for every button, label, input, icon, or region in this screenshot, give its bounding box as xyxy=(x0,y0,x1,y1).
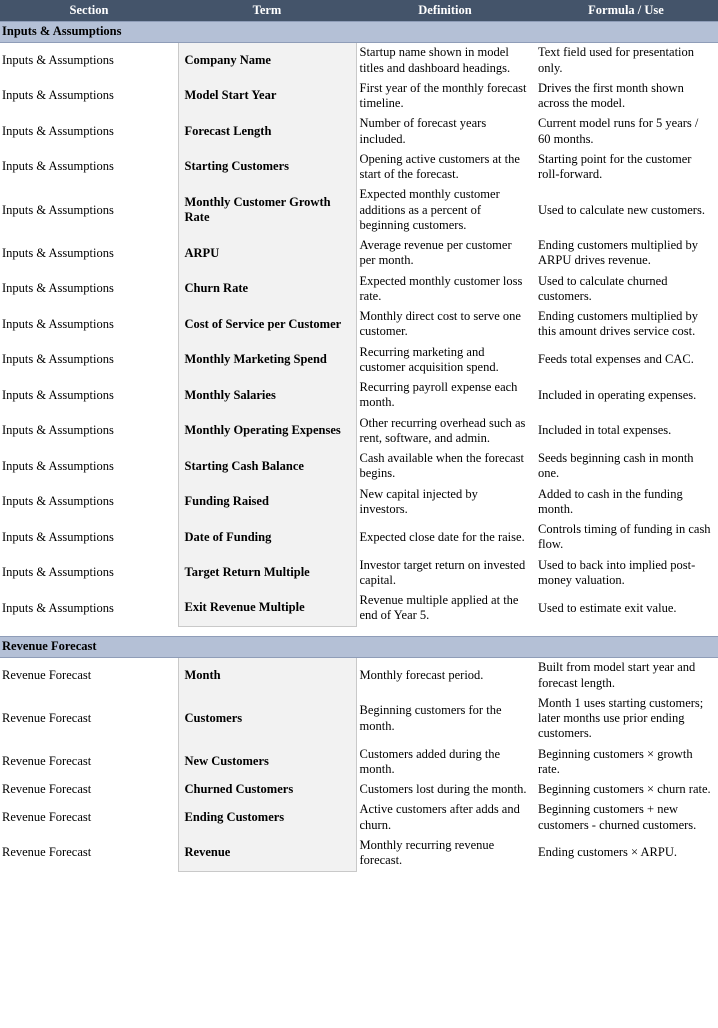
cell-section: Inputs & Assumptions xyxy=(2,316,114,331)
cell-formula: Used to calculate new customers. xyxy=(538,202,705,217)
cell-section: Inputs & Assumptions xyxy=(2,529,114,544)
table-row xyxy=(0,658,718,694)
cell-term: Month xyxy=(178,658,356,694)
cell-definition: Number of forecast years included. xyxy=(359,116,487,146)
cell-formula: Beginning customers × growth rate. xyxy=(538,746,693,776)
cell-section: Inputs & Assumptions xyxy=(2,458,114,473)
column-header-formula: Formula / Use xyxy=(534,0,718,22)
cell-formula: Built from model start year and forecast length. xyxy=(538,660,696,690)
cell-formula: Text field used for presentation only. xyxy=(538,45,695,75)
table-row xyxy=(0,780,718,800)
table-row xyxy=(0,236,718,272)
cell-section: Inputs & Assumptions xyxy=(2,600,114,615)
cell-definition: Customers added during the month. xyxy=(359,746,501,776)
cell-term: Customers xyxy=(178,694,356,745)
cell-term: Ending Customers xyxy=(178,800,356,836)
cell-section: Inputs & Assumptions xyxy=(2,281,114,296)
cell-term: Monthly Salaries xyxy=(178,378,356,414)
cell-term: New Customers xyxy=(178,745,356,781)
section-band-label: Inputs & Assumptions xyxy=(0,22,718,43)
cell-definition: Recurring marketing and customer acquisition spend. xyxy=(359,344,499,374)
table-row xyxy=(0,378,718,414)
cell-formula: Ending customers multiplied by ARPU drives revenue. xyxy=(538,238,699,268)
table-row xyxy=(0,485,718,521)
column-header-definition: Definition xyxy=(356,0,534,22)
cell-definition: Monthly direct cost to serve one customer. xyxy=(359,309,521,339)
cell-definition: Revenue multiple applied at the end of Year 5. xyxy=(359,593,519,623)
cell-section: Inputs & Assumptions xyxy=(2,159,114,174)
cell-definition: Active customers after adds and churn. xyxy=(359,802,520,832)
cell-term: ARPU xyxy=(178,236,356,272)
column-header-term: Term xyxy=(178,0,356,22)
cell-section: Inputs & Assumptions xyxy=(2,387,114,402)
table-row xyxy=(0,114,718,150)
header-row xyxy=(0,0,718,22)
cell-formula: Drives the first month shown across the model. xyxy=(538,80,684,110)
cell-formula: Added to cash in the funding month. xyxy=(538,486,683,516)
table-row xyxy=(0,272,718,308)
section-band-label: Revenue Forecast xyxy=(0,637,718,658)
cell-term: Funding Raised xyxy=(178,485,356,521)
cell-formula: Used to back into implied post-money valuation. xyxy=(538,557,696,587)
cell-definition: First year of the monthly forecast timeline. xyxy=(359,80,527,110)
cell-definition: Monthly recurring revenue forecast. xyxy=(359,837,495,867)
cell-formula: Month 1 uses starting customers; later months use prior ending customers. xyxy=(538,695,704,741)
cell-definition: Cash available when the forecast begins. xyxy=(359,451,525,481)
table-row xyxy=(0,694,718,745)
cell-formula: Controls timing of funding in cash flow. xyxy=(538,522,711,552)
cell-formula: Included in total expenses. xyxy=(538,423,672,438)
cell-term: Forecast Length xyxy=(178,114,356,150)
cell-definition: Beginning customers for the month. xyxy=(359,703,502,733)
cell-section: Inputs & Assumptions xyxy=(2,423,114,438)
cell-definition: Customers lost during the month. xyxy=(359,782,527,796)
cell-formula: Feeds total expenses and CAC. xyxy=(538,352,694,367)
table-row xyxy=(0,556,718,592)
cell-term: Cost of Service per Customer xyxy=(178,307,356,343)
cell-formula: Beginning customers × churn rate. xyxy=(538,782,711,796)
cell-formula: Starting point for the customer roll-forward. xyxy=(538,151,692,181)
cell-term: Date of Funding xyxy=(178,520,356,556)
cell-definition: Startup name shown in model titles and dashboard headings. xyxy=(359,45,511,75)
table-row xyxy=(0,836,718,872)
cell-term: Starting Cash Balance xyxy=(178,449,356,485)
cell-section: Inputs & Assumptions xyxy=(2,123,114,138)
group-spacer xyxy=(0,627,718,637)
cell-section: Inputs & Assumptions xyxy=(2,494,114,509)
table-row xyxy=(0,520,718,556)
table-row xyxy=(0,414,718,450)
cell-formula: Current model runs for 5 years / 60 months. xyxy=(538,116,699,146)
section-band-row xyxy=(0,22,718,43)
cell-section: Revenue Forecast xyxy=(2,809,92,824)
cell-term: Starting Customers xyxy=(178,150,356,186)
table-row xyxy=(0,745,718,781)
cell-formula: Used to estimate exit value. xyxy=(538,600,677,615)
cell-definition: New capital injected by investors. xyxy=(359,486,478,516)
cell-definition: Average revenue per customer per month. xyxy=(359,238,512,268)
cell-definition: Expected monthly customer additions as a percent of beginning customers. xyxy=(359,187,500,232)
cell-section: Inputs & Assumptions xyxy=(2,565,114,580)
cell-term: Company Name xyxy=(178,43,356,79)
cell-definition: Recurring payroll expense each month. xyxy=(359,380,518,410)
section-band-row xyxy=(0,637,718,658)
cell-section: Inputs & Assumptions xyxy=(2,88,114,103)
cell-section: Inputs & Assumptions xyxy=(2,245,114,260)
cell-formula: Included in operating expenses. xyxy=(538,387,697,402)
table-row xyxy=(0,79,718,115)
table-row xyxy=(0,307,718,343)
cell-term: Target Return Multiple xyxy=(178,556,356,592)
table-row xyxy=(0,449,718,485)
cell-section: Revenue Forecast xyxy=(2,754,92,769)
cell-formula: Ending customers × ARPU. xyxy=(538,845,677,860)
cell-term: Monthly Operating Expenses xyxy=(178,414,356,450)
cell-section: Revenue Forecast xyxy=(2,845,92,860)
cell-definition: Monthly forecast period. xyxy=(359,667,484,682)
cell-definition: Investor target return on invested capital. xyxy=(359,557,526,587)
table-row xyxy=(0,43,718,79)
cell-term: Revenue xyxy=(178,836,356,872)
cell-term: Exit Revenue Multiple xyxy=(178,591,356,627)
cell-term: Model Start Year xyxy=(178,79,356,115)
cell-formula: Seeds beginning cash in month one. xyxy=(538,451,694,481)
cell-section: Revenue Forecast xyxy=(2,782,92,796)
cell-formula: Beginning customers + new customers - churned customers. xyxy=(538,802,697,832)
cell-term: Churn Rate xyxy=(178,272,356,308)
cell-definition: Expected close date for the raise. xyxy=(359,529,525,544)
group-spacer-cell xyxy=(0,627,718,637)
cell-section: Revenue Forecast xyxy=(2,667,92,682)
table-row xyxy=(0,150,718,186)
cell-section: Inputs & Assumptions xyxy=(2,52,114,67)
table-row xyxy=(0,343,718,379)
table-row xyxy=(0,591,718,627)
cell-section: Inputs & Assumptions xyxy=(2,352,114,367)
cell-definition: Opening active customers at the start of the forecast. xyxy=(359,151,520,181)
table-row xyxy=(0,800,718,836)
cell-definition: Other recurring overhead such as rent, software, and admin. xyxy=(359,415,526,445)
cell-formula: Ending customers multiplied by this amount drives service cost. xyxy=(538,309,699,339)
column-header-section: Section xyxy=(0,0,178,22)
cell-term: Churned Customers xyxy=(178,780,356,800)
cell-term: Monthly Customer Growth Rate xyxy=(178,185,356,236)
table-body xyxy=(0,22,718,872)
cell-definition: Expected monthly customer loss rate. xyxy=(359,273,523,303)
cell-section: Inputs & Assumptions xyxy=(2,202,114,217)
cell-formula: Used to calculate churned customers. xyxy=(538,273,668,303)
table-row xyxy=(0,185,718,236)
cell-section: Revenue Forecast xyxy=(2,711,92,725)
table-header xyxy=(0,0,718,22)
cell-term: Monthly Marketing Spend xyxy=(178,343,356,379)
